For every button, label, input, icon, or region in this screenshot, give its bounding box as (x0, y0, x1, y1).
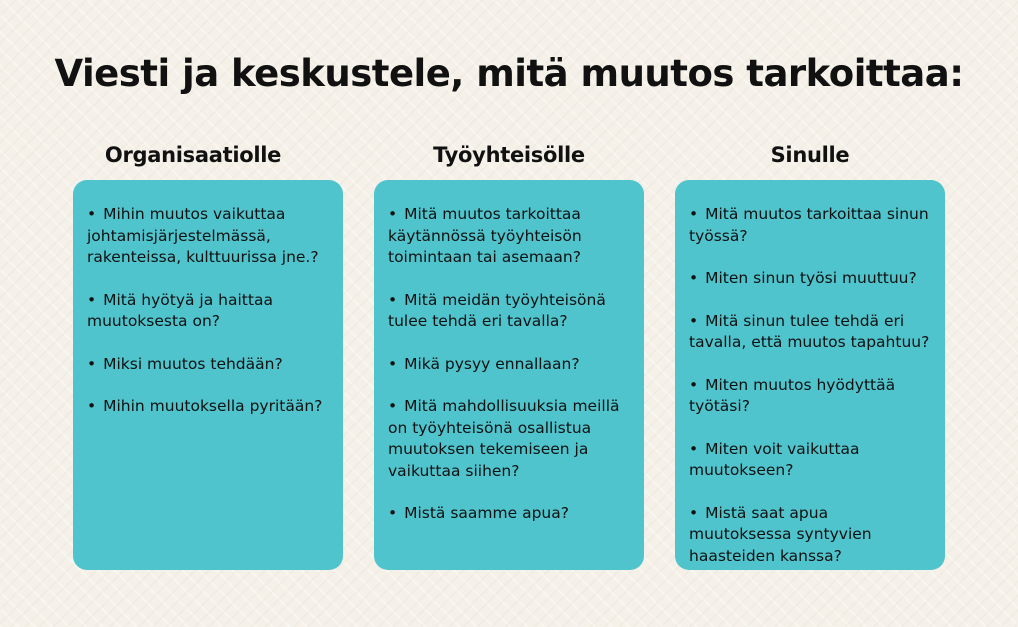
column-heading-sinulle: Sinulle (770, 143, 850, 167)
list-item (87, 354, 331, 376)
list-item-text: Mitä meidän työyhteisönä tulee tehdä eri tavalla? (388, 290, 606, 330)
page-title: Viesti ja keskustele, mitä muutos tarkoittaa: (54, 52, 964, 95)
card-organisaatiolle (73, 180, 343, 570)
bullet-icon: • (689, 503, 699, 522)
question-list (87, 204, 331, 418)
list-item (388, 204, 632, 269)
list-item (87, 396, 331, 418)
bullet-icon: • (87, 354, 97, 373)
list-item-text: Miten sinun työsi muuttuu? (705, 269, 917, 287)
list-item-text: Mitä muutos tarkoittaa käytännössä työyhteisön toimintaan tai asemaan? (388, 205, 582, 266)
list-item-text: Mikä pysyy ennallaan? (404, 354, 580, 373)
bullet-icon: • (689, 269, 699, 287)
bullet-icon: • (388, 354, 398, 373)
column-heading-organisaatiolle: Organisaatiolle (104, 143, 282, 167)
list-item-text: Mihin muutoksella pyritään? (103, 397, 323, 415)
bullet-icon: • (388, 290, 398, 309)
bullet-icon: • (689, 439, 699, 458)
bullet-icon: • (388, 397, 398, 415)
card-tyoyhteisolle (374, 180, 644, 570)
list-item-text: Mitä hyötyä ja haittaa muutoksesta on? (87, 290, 273, 330)
list-item (87, 290, 331, 333)
list-item-text: Mitä sinun tulee tehdä eri tavalla, että muutos tapahtuu? (689, 311, 930, 351)
column-heading-tyoyhteisolle: Työyhteisölle (433, 143, 585, 167)
bullet-icon: • (388, 205, 398, 223)
question-list (689, 204, 933, 567)
list-item-text: Mitä muutos tarkoittaa sinun työssä? (689, 205, 929, 245)
list-item (388, 354, 632, 376)
list-item (689, 268, 933, 290)
list-item-text: Miten muutos hyödyttää työtäsi? (689, 375, 896, 415)
list-item (87, 204, 331, 269)
bullet-icon: • (689, 375, 699, 394)
list-item (689, 503, 933, 568)
bullet-icon: • (87, 205, 97, 223)
bullet-icon: • (689, 311, 699, 330)
bullet-icon: • (87, 290, 97, 309)
bullet-icon: • (87, 397, 97, 415)
bullet-icon: • (388, 504, 398, 522)
list-item-text: Mistä saamme apua? (404, 504, 569, 522)
list-item-text: Miksi muutos tehdään? (103, 354, 283, 373)
list-item (689, 375, 933, 418)
list-item (388, 396, 632, 482)
list-item (388, 290, 632, 333)
list-item-text: Miten voit vaikuttaa muutokseen? (689, 439, 860, 479)
card-sinulle (675, 180, 945, 570)
list-item-text: Mitä mahdollisuuksia meillä on työyhteisönä osallistua muutoksen tekemiseen ja vaikuttaa siihen? (388, 397, 620, 480)
list-item (689, 439, 933, 482)
list-item-text: Mihin muutos vaikuttaa johtamisjärjestelmässä, rakenteissa, kulttuurissa jne.? (87, 205, 319, 266)
list-item (388, 503, 632, 525)
list-item-text: Mistä saat apua muutoksessa syntyvien haasteiden kanssa? (689, 503, 872, 565)
question-list (388, 204, 632, 525)
list-item (689, 204, 933, 247)
list-item (689, 311, 933, 354)
bullet-icon: • (689, 205, 699, 223)
